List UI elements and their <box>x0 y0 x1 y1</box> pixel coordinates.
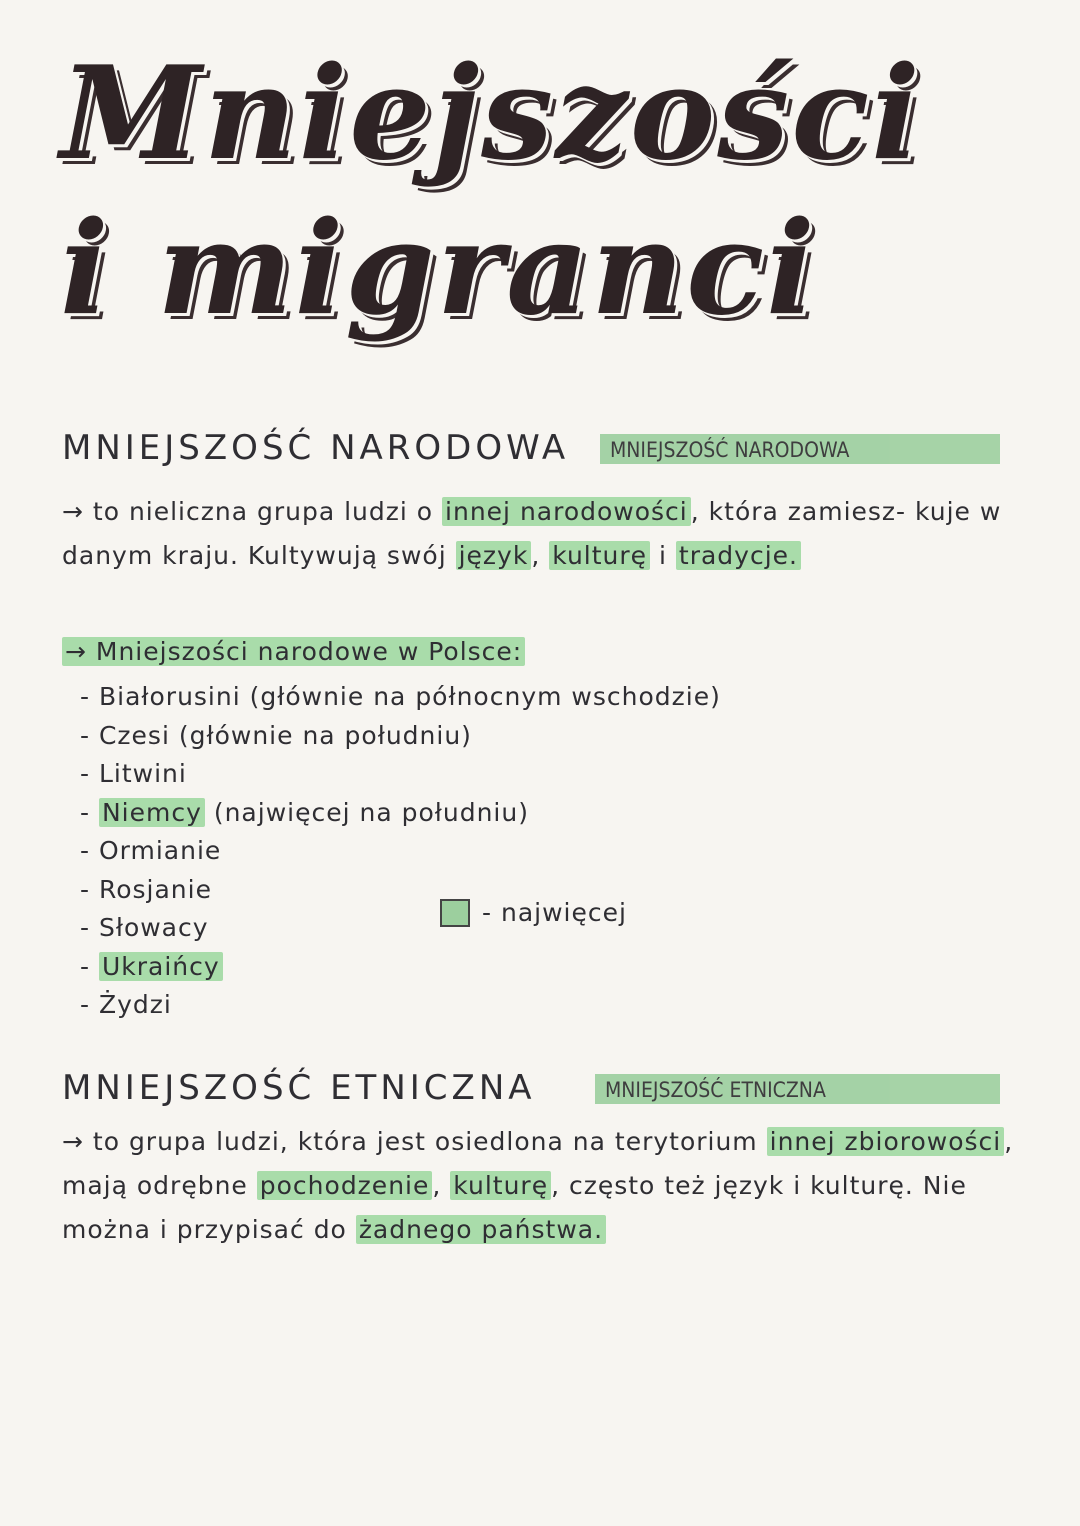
section1-label: MNIEJSZOŚĆ NARODOWA <box>600 434 1000 464</box>
list-item: - Niemcy (najwięcej na południu) <box>80 797 529 827</box>
legend-text: - najwięcej <box>482 898 627 927</box>
list-item: - Żydzi <box>80 990 172 1019</box>
minorities-list <box>80 678 721 1025</box>
item-note: (głównie na południu) <box>169 720 472 750</box>
item-name: Litwini <box>98 759 187 788</box>
legend <box>440 898 627 927</box>
def2-mid3: , często też język i kulturę. Nie można i przypisać do <box>62 1171 967 1244</box>
section1-definition <box>62 490 1022 578</box>
def2-hl3: kulturę <box>450 1171 551 1200</box>
section2-definition <box>62 1120 1022 1252</box>
def1-mid3: i <box>650 541 676 570</box>
item-note: (głównie na północnym wschodzie) <box>240 682 721 711</box>
section1-heading: MNIEJSZOŚĆ NARODOWA <box>62 428 570 468</box>
list-item: - Czesi (głównie na południu) <box>80 720 472 750</box>
list-item: - Słowacy <box>80 913 209 942</box>
def2-hl2: pochodzenie <box>257 1171 433 1200</box>
section2-heading: MNIEJSZOŚĆ ETNICZNA <box>62 1068 536 1108</box>
list-item: - Rosjanie <box>80 874 212 904</box>
def2-prefix: → to grupa ludzi, która jest osiedlona na terytorium <box>62 1127 767 1156</box>
item-note: (najwięcej na południu) <box>204 797 529 827</box>
def1-hl2: język <box>456 541 532 570</box>
item-name: Rosjanie <box>98 874 212 904</box>
list-intro <box>62 630 1022 674</box>
list-intro-text: → Mniejszości narodowe w Polsce: <box>62 637 525 666</box>
def1-hl3: kulturę <box>549 541 650 570</box>
item-name: Niemcy <box>99 798 205 827</box>
def1-prefix: → to nieliczna grupa ludzi o <box>62 497 443 526</box>
item-name: Słowacy <box>98 913 209 942</box>
def2-mid1: , mają odrębne <box>62 1127 1014 1200</box>
def2-hl1: innej zbiorowości <box>767 1127 1005 1156</box>
page-title-line1: Mniejszości <box>60 39 922 189</box>
list-item: - Litwini <box>80 759 187 788</box>
list-item: - Białorusini (głównie na północnym wschodzie) <box>80 682 721 711</box>
def1-hl1: innej narodowości <box>442 497 691 526</box>
def2-mid2: , <box>432 1171 451 1200</box>
item-name: Ormianie <box>98 836 222 865</box>
def1-hl4: tradycje. <box>676 541 801 570</box>
item-name: Białorusini <box>98 682 241 711</box>
item-name: Ukraińcy <box>99 952 223 981</box>
section2-label: MNIEJSZOŚĆ ETNICZNA <box>595 1074 1000 1104</box>
legend-swatch-icon <box>440 899 470 927</box>
def1-mid1: , która zamiesz- kuje w danym kraju. Kultywują swój <box>62 497 1002 570</box>
list-item: - Ukraińcy <box>80 948 721 987</box>
page-title-line2: i migranci <box>60 194 817 344</box>
item-name: Żydzi <box>98 990 172 1019</box>
def1-mid2: , <box>531 541 550 570</box>
list-item: - Ormianie <box>80 836 222 865</box>
item-name: Czesi <box>98 720 170 750</box>
def2-hl4: żadnego państwa. <box>356 1215 606 1244</box>
